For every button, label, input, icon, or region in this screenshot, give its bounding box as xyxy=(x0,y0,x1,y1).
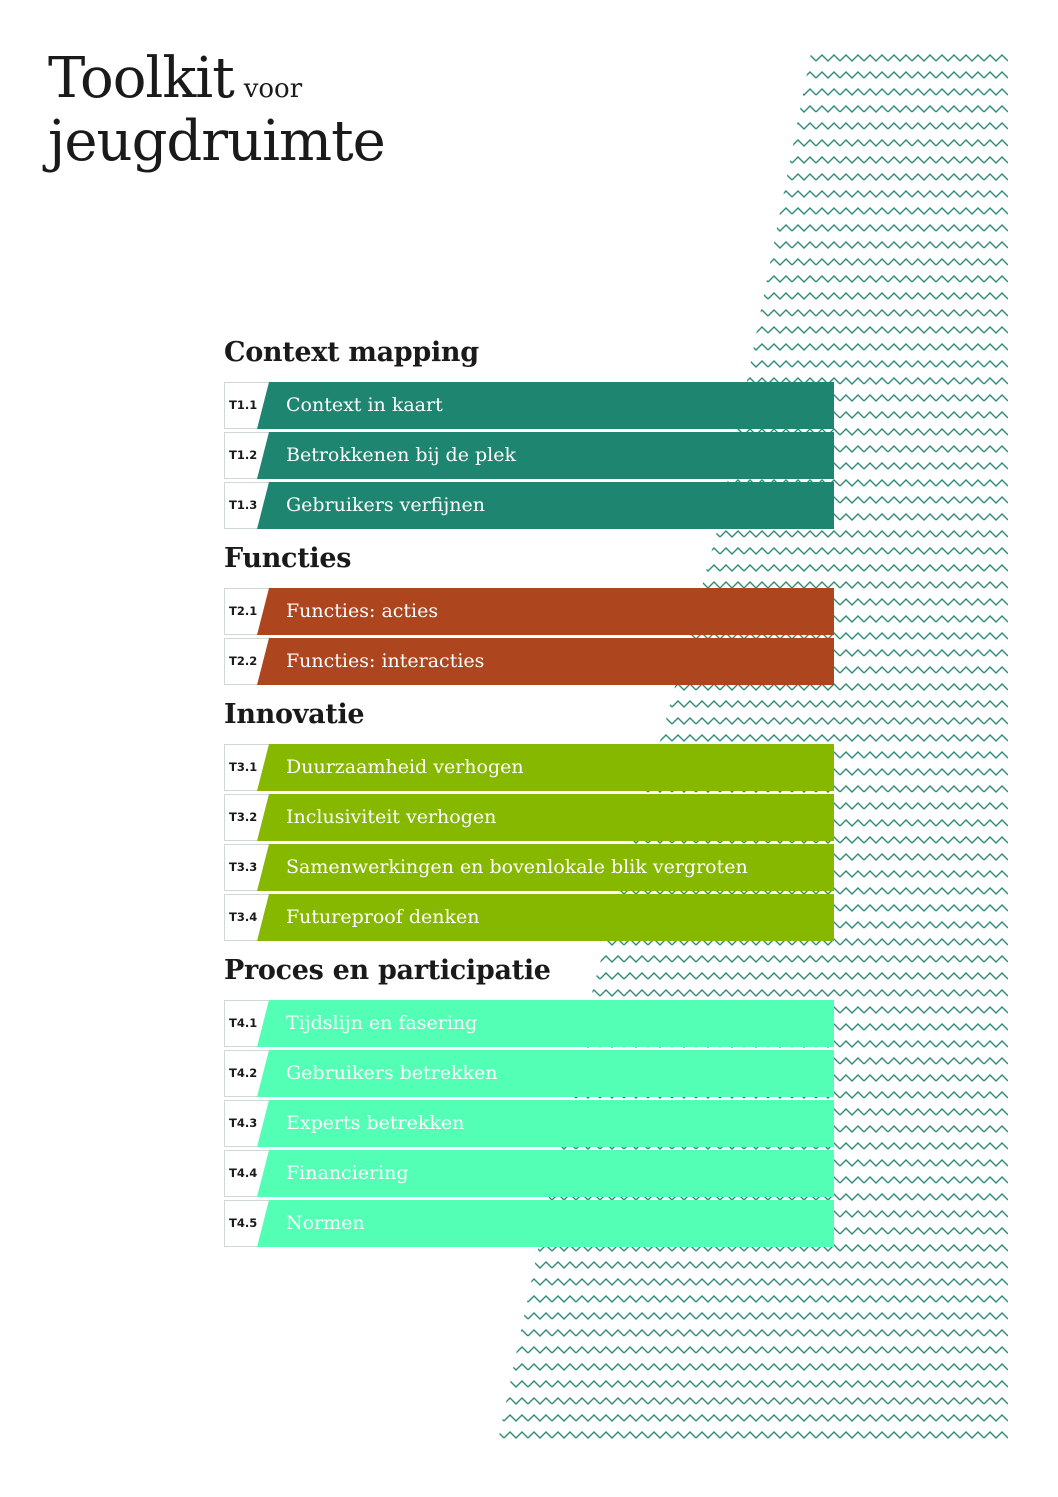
toc-item[interactable] xyxy=(224,1150,834,1197)
toc-item[interactable] xyxy=(224,894,834,941)
toc-item[interactable] xyxy=(224,432,834,479)
section-gap xyxy=(224,944,834,954)
item-label: Tijdslijn en fasering xyxy=(286,1012,478,1034)
toc-section xyxy=(224,336,834,542)
item-label: Normen xyxy=(286,1212,365,1234)
toc-item[interactable] xyxy=(224,382,834,429)
toc-item[interactable] xyxy=(224,794,834,841)
item-label: Gebruikers verfijnen xyxy=(286,494,485,516)
toc-item[interactable] xyxy=(224,482,834,529)
item-code: T3.4 xyxy=(229,910,258,924)
item-label: Samenwerkingen en bovenlokale blik vergroten xyxy=(286,856,748,878)
item-code: T4.2 xyxy=(229,1066,258,1080)
section-heading: Innovatie xyxy=(224,699,365,730)
section-gap xyxy=(224,1250,834,1260)
item-code: T1.1 xyxy=(229,398,258,412)
item-label: Functies: acties xyxy=(286,600,439,622)
toc-item[interactable] xyxy=(224,638,834,685)
toc-section xyxy=(224,954,834,1260)
toc-item[interactable] xyxy=(224,1100,834,1147)
section-gap xyxy=(224,532,834,542)
item-code: T1.3 xyxy=(229,498,258,512)
title-line-2: jeugdruimte xyxy=(48,109,385,174)
item-code: T2.2 xyxy=(229,654,258,668)
toc-item[interactable] xyxy=(224,588,834,635)
item-label: Gebruikers betrekken xyxy=(286,1062,498,1084)
page-title xyxy=(48,48,385,174)
toc-item[interactable] xyxy=(224,1050,834,1097)
item-code: T4.4 xyxy=(229,1166,258,1180)
item-label: Functies: interacties xyxy=(286,650,485,672)
item-code: T4.1 xyxy=(229,1016,258,1030)
item-label: Context in kaart xyxy=(286,394,443,416)
item-code: T4.3 xyxy=(229,1116,258,1130)
item-code: T3.3 xyxy=(229,860,258,874)
item-label: Futureproof denken xyxy=(286,906,480,928)
item-code: T3.1 xyxy=(229,760,258,774)
table-of-contents xyxy=(224,336,834,1260)
item-label: Experts betrekken xyxy=(286,1112,465,1134)
toc-item[interactable] xyxy=(224,1200,834,1247)
toc-section xyxy=(224,698,834,954)
toc-item[interactable] xyxy=(224,1000,834,1047)
section-gap xyxy=(224,688,834,698)
section-heading: Functies xyxy=(224,543,352,574)
section-heading: Proces en participatie xyxy=(224,955,551,986)
item-code: T1.2 xyxy=(229,448,258,462)
item-label: Inclusiviteit verhogen xyxy=(286,806,497,828)
item-code: T2.1 xyxy=(229,604,258,618)
title-line-1: Toolkit xyxy=(48,46,234,111)
section-heading: Context mapping xyxy=(224,337,479,368)
toc-item[interactable] xyxy=(224,744,834,791)
item-code: T4.5 xyxy=(229,1216,258,1230)
item-label: Betrokkenen bij de plek xyxy=(286,444,517,466)
item-label: Duurzaamheid verhogen xyxy=(286,756,524,778)
item-label: Financiering xyxy=(286,1162,409,1184)
title-connector: voor xyxy=(243,74,303,104)
item-code: T3.2 xyxy=(229,810,258,824)
toc-section xyxy=(224,542,834,698)
toc-item[interactable] xyxy=(224,844,834,891)
